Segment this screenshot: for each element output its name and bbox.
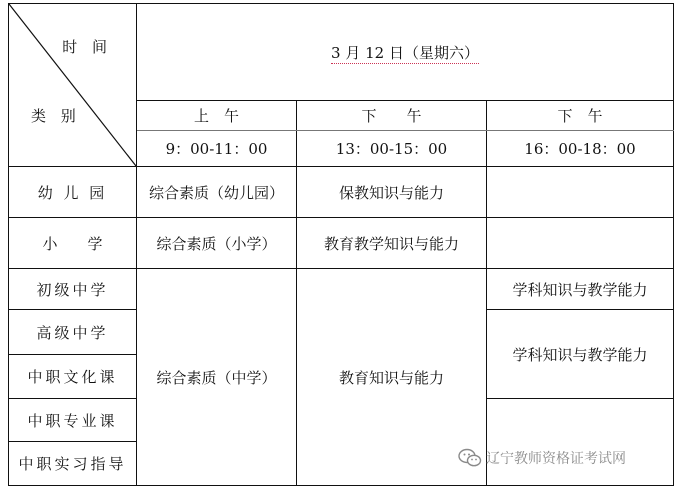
subject-middle-afternoon: 教育知识与能力 — [297, 269, 487, 486]
subject-primary-morning: 综合素质（小学） — [137, 218, 297, 269]
wechat-icon — [458, 448, 482, 468]
category-kindergarten: 幼 儿 园 — [9, 167, 137, 218]
table-row — [9, 218, 674, 269]
period-morning-label: 上 午 — [137, 101, 297, 131]
exam-date: 3 月 12 日（星期六） — [331, 43, 479, 62]
diagonal-divider — [9, 4, 136, 166]
period-afternoon-label: 下 午 — [297, 101, 487, 131]
category-primary: 小 学 — [9, 218, 137, 269]
subject-kindergarten-late — [487, 167, 674, 218]
subject-kindergarten-morning: 综合素质（幼儿园） — [137, 167, 297, 218]
category-senior-middle: 高级中学 — [9, 310, 137, 355]
category-junior-middle: 初级中学 — [9, 269, 137, 310]
subject-middle-morning: 综合素质（中学） — [137, 269, 297, 486]
corner-time-label: 时 间 — [62, 38, 112, 56]
period-afternoon-time: 13：00-15：00 — [297, 131, 487, 167]
header-corner-cell — [9, 4, 137, 167]
table-row — [9, 167, 674, 218]
category-vocational-professional: 中职专业课 — [9, 399, 137, 442]
subject-kindergarten-afternoon: 保教知识与能力 — [297, 167, 487, 218]
corner-category-label: 类 别 — [31, 107, 81, 125]
exam-schedule-table — [8, 3, 674, 486]
category-vocational-culture: 中职文化课 — [9, 355, 137, 399]
subject-senior-late: 学科知识与教学能力 — [487, 310, 674, 399]
period-morning-time: 9：00-11：00 — [137, 131, 297, 167]
subject-primary-late — [487, 218, 674, 269]
subject-primary-afternoon: 教育教学知识与能力 — [297, 218, 487, 269]
exam-date-cell — [137, 4, 674, 101]
watermark — [458, 448, 626, 468]
period-late-afternoon-time: 16：00-18：00 — [487, 131, 674, 167]
subject-junior-late: 学科知识与教学能力 — [487, 269, 674, 310]
subject-vocational-late — [487, 399, 674, 486]
watermark-text: 辽宁教师资格证考试网 — [486, 451, 626, 467]
table-row — [9, 269, 674, 310]
category-vocational-practice: 中职实习指导 — [9, 442, 137, 486]
period-late-afternoon-label: 下 午 — [487, 101, 674, 131]
